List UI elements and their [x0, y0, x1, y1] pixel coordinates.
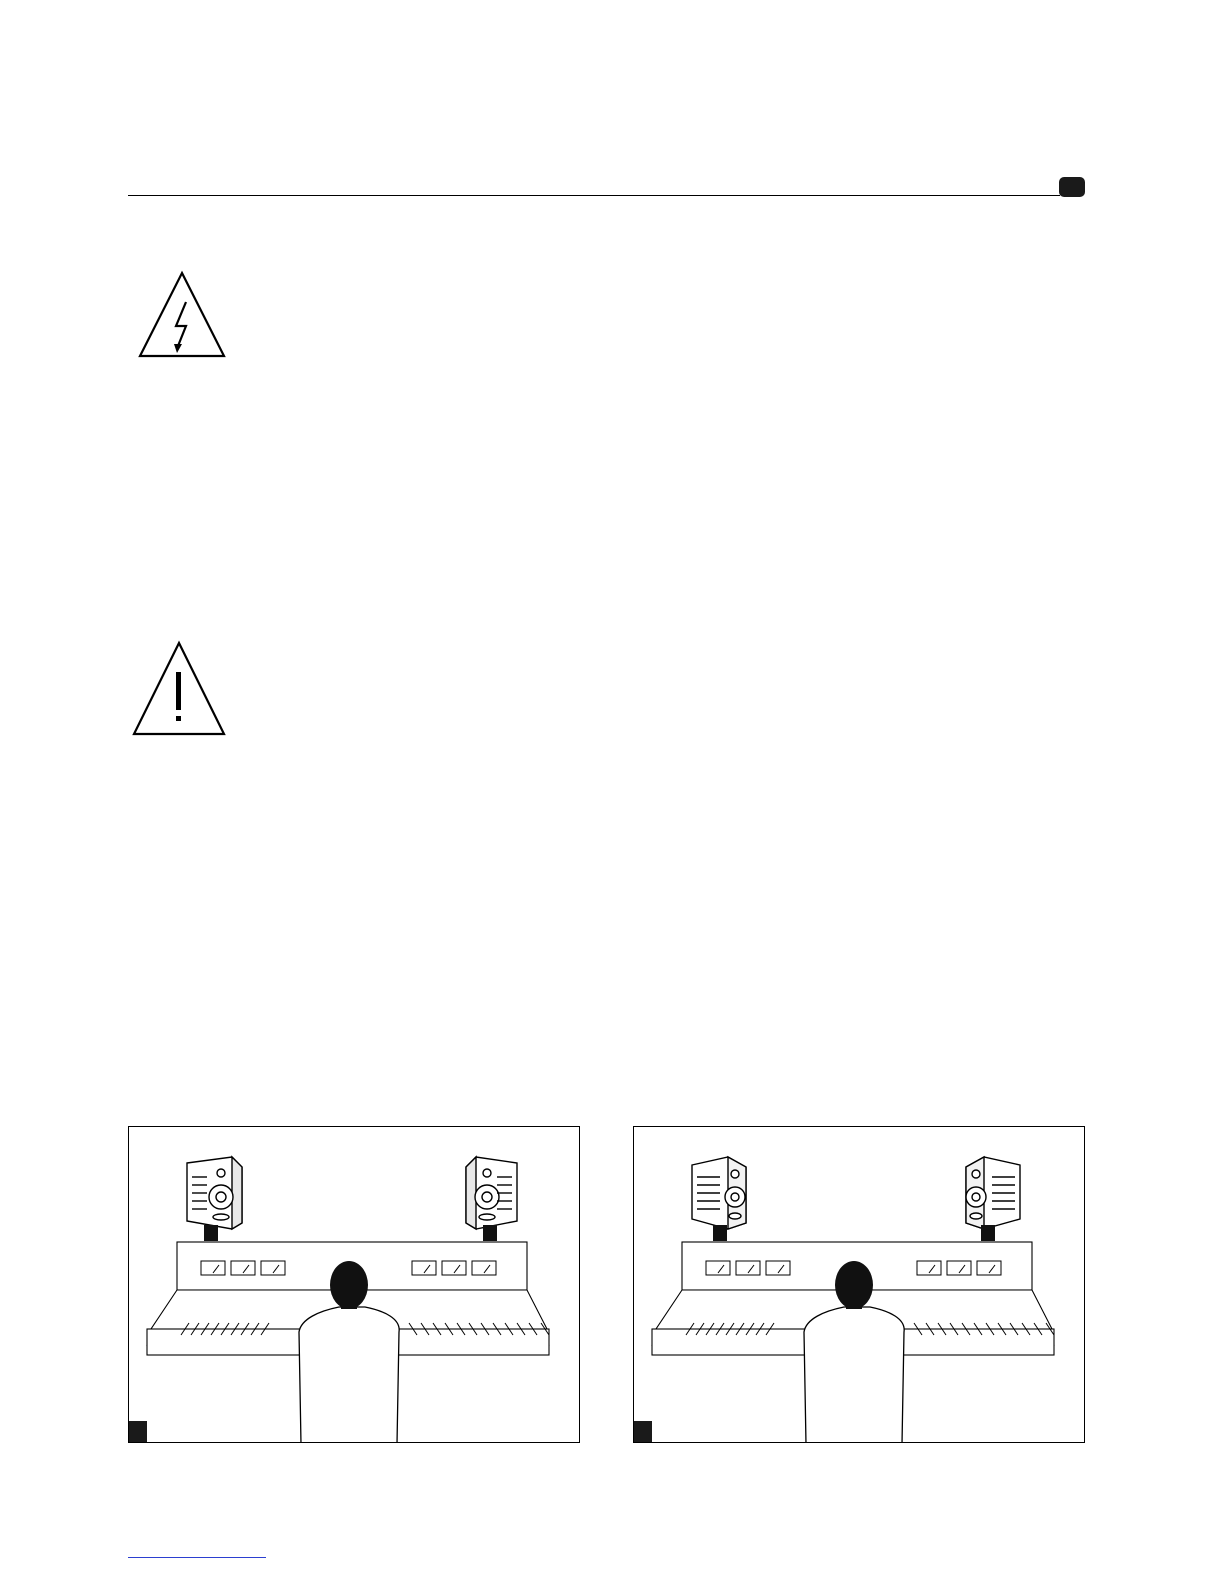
- left-speaker: [692, 1157, 746, 1229]
- studio-monitor-figure-a: [128, 1126, 580, 1443]
- studio-console-illustration-b: [634, 1127, 1085, 1443]
- figure-corner-marker: [129, 1421, 147, 1442]
- figure-corner-marker: [634, 1421, 652, 1442]
- page-number-tab: [1059, 177, 1085, 197]
- right-speaker: [466, 1157, 517, 1229]
- exclamation-warning-triangle-icon: [131, 640, 227, 738]
- header-rule: [128, 195, 1060, 196]
- right-speaker-stand: [981, 1225, 995, 1241]
- left-speaker-stand: [713, 1225, 727, 1241]
- studio-monitor-figure-b: [633, 1126, 1085, 1443]
- studio-console-illustration-a: [129, 1127, 580, 1443]
- footer-link-underline[interactable]: [128, 1557, 266, 1558]
- right-speaker: [966, 1157, 1020, 1229]
- left-speaker: [187, 1157, 242, 1229]
- left-speaker-stand: [204, 1225, 218, 1241]
- lightning-warning-triangle-icon: [136, 270, 228, 360]
- right-speaker-stand: [483, 1225, 497, 1241]
